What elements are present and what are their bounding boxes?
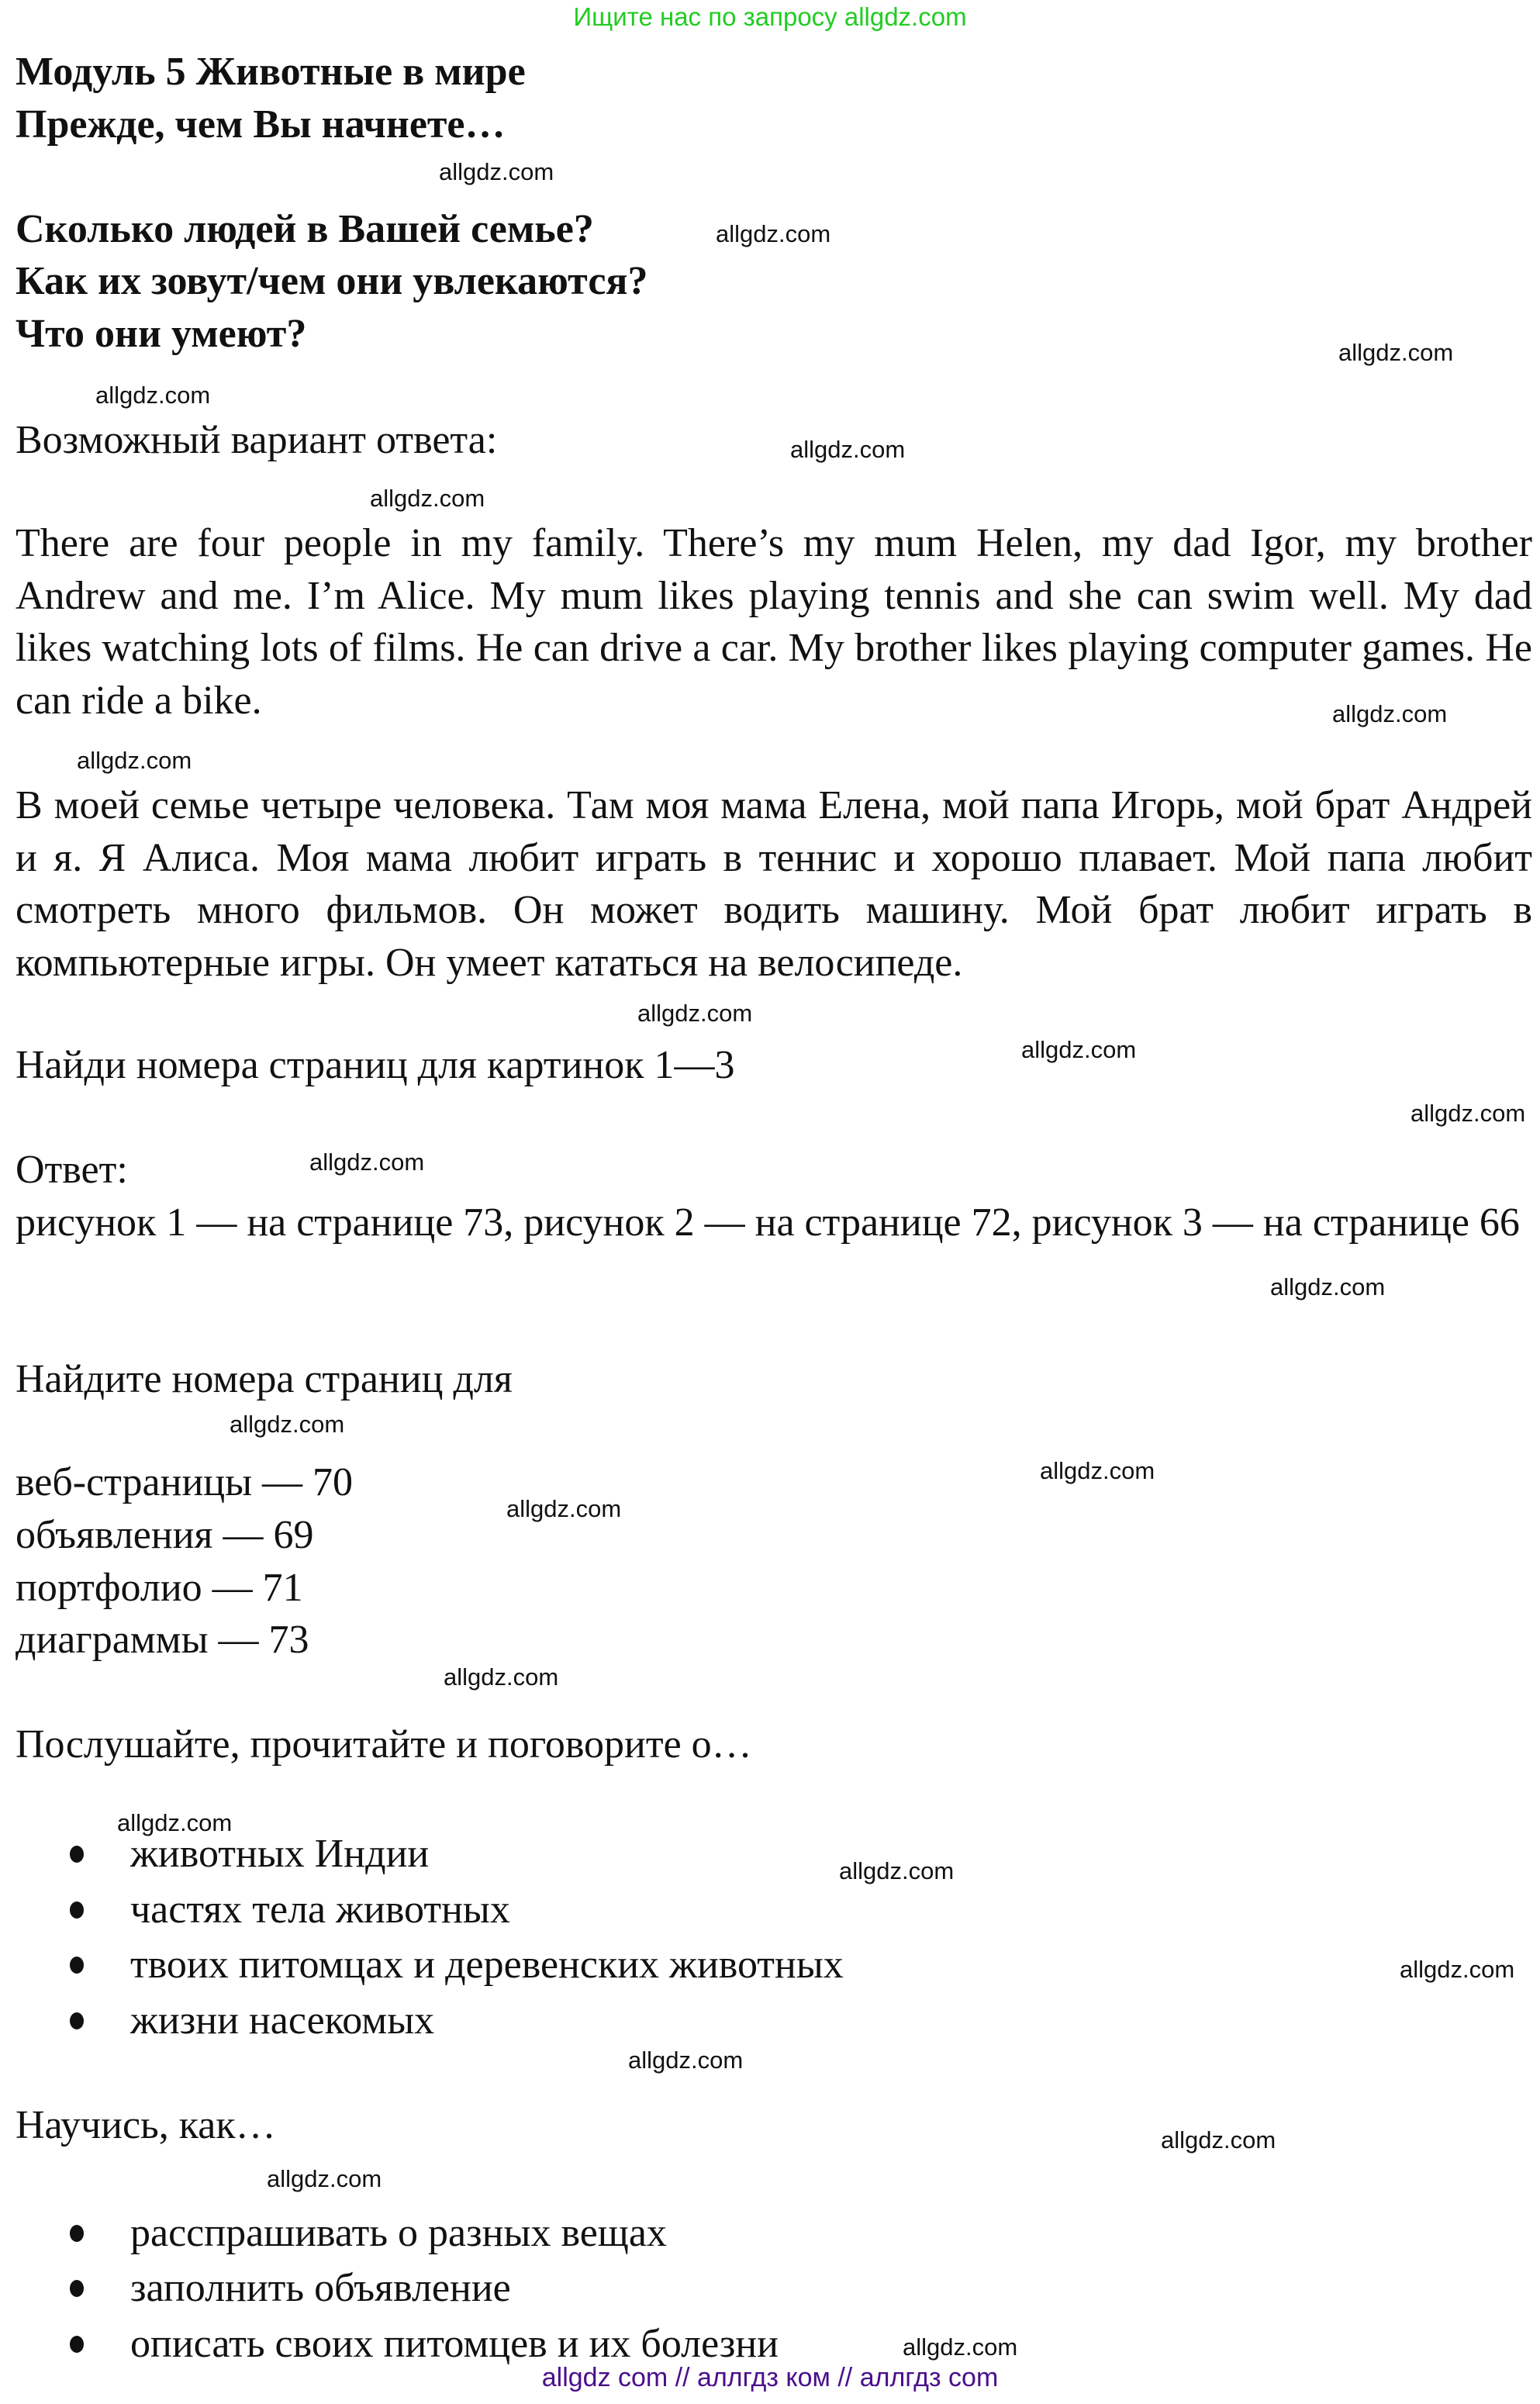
answer-label: Возможный вариант ответа: <box>16 418 498 462</box>
watermark: allgdz.com <box>1021 1036 1137 1063</box>
bullet-icon <box>70 2225 84 2242</box>
bullet-icon <box>70 2280 84 2297</box>
bullet-icon <box>70 2336 84 2353</box>
watermark: allgdz.com <box>370 485 485 512</box>
watermark: allgdz.com <box>230 1411 345 1438</box>
watermark: allgdz.com <box>839 1857 955 1884</box>
bullet-icon <box>70 1901 84 1919</box>
list-item-text: расспрашивать о разных вещах <box>130 2211 667 2255</box>
task3-prompt: Найдите номера страниц для <box>16 1357 513 1401</box>
section-title: Прежде, чем Вы начнете… <box>16 102 506 147</box>
list-item <box>70 2207 667 2260</box>
watermark: allgdz.com <box>628 2047 744 2074</box>
watermark: allgdz.com <box>1270 1273 1386 1300</box>
list-item <box>70 1884 510 1936</box>
bullet-icon <box>70 1957 84 1974</box>
task2-prompt: Найди номера страниц для картинок 1—3 <box>16 1043 735 1087</box>
search-banner: Ищите нас по запросу allgdz.com <box>573 2 967 31</box>
russian-paragraph: В моей семье четыре человека. Там моя мама Елена, мой папа Игорь, мой брат Андрей и я. Я Алиса. Моя мама любит играть в теннис и хорошо плавает. Мой папа любит смотреть много фильмов. Он может водить машину. Мой брат любит играть в компьютерные игры. Он умеет кататься на велосипеде. <box>16 783 1532 985</box>
watermark: allgdz.com <box>267 2165 382 2192</box>
footer-links[interactable]: allgdz com // аллгдз ком // аллгдз com <box>541 2363 999 2392</box>
watermark: allgdz.com <box>444 1663 559 1691</box>
list-item-text: жизни насекомых <box>130 1998 435 2043</box>
task2-answer: рисунок 1 — на странице 73, рисунок 2 — на странице 72, рисунок 3 — на странице 66 <box>16 1200 1520 1245</box>
task3-item: портфолио — 71 <box>16 1566 303 1610</box>
watermark: allgdz.com <box>506 1495 622 1522</box>
bullet-icon <box>70 2012 84 2029</box>
watermark: allgdz.com <box>637 1000 753 1027</box>
watermark: allgdz.com <box>77 747 192 774</box>
list-item <box>70 1939 844 1991</box>
task3-item: объявления — 69 <box>16 1513 314 1557</box>
list-item-text: заполнить объявление <box>130 2266 511 2310</box>
watermark: allgdz.com <box>117 1809 233 1836</box>
task2-answer-label: Ответ: <box>16 1148 128 1192</box>
task3-item: веб-страницы — 70 <box>16 1460 354 1504</box>
watermark: allgdz.com <box>1411 1100 1526 1127</box>
list-item-text: твоих питомцах и деревенских животных <box>130 1943 844 1987</box>
listen-prompt: Послушайте, прочитайте и поговорите о… <box>16 1722 752 1767</box>
watermark: allgdz.com <box>716 220 831 247</box>
module-title: Модуль 5 Животные в мире <box>16 50 526 94</box>
watermark: allgdz.com <box>790 436 906 463</box>
question: Что они умеют? <box>16 312 307 356</box>
list-item-text: животных Индии <box>130 1832 430 1876</box>
watermark: allgdz.com <box>1400 1956 1515 1983</box>
list-item-text: частях тела животных <box>130 1888 510 1932</box>
watermark: allgdz.com <box>1040 1457 1155 1484</box>
watermark: allgdz.com <box>95 382 211 409</box>
watermark: allgdz.com <box>309 1148 425 1176</box>
learn-prompt: Научись, как… <box>16 2103 276 2147</box>
question: Как их зовут/чем они увлекаются? <box>16 259 648 303</box>
english-paragraph: There are four people in my family. There’s my mum Helen, my dad Igor, my brother Andrew and me. I’m Alice. My mum likes playing tennis and she can swim well. My dad likes watching lots of films. He can drive a car. My brother likes playing computer games. He can ride a bike. <box>16 521 1532 723</box>
watermark: allgdz.com <box>1161 2126 1276 2154</box>
watermark: allgdz.com <box>1338 339 1454 366</box>
watermark: allgdz.com <box>1332 700 1448 727</box>
task3-item: диаграммы — 73 <box>16 1618 309 1662</box>
watermark: allgdz.com <box>439 158 554 185</box>
bullet-icon <box>70 1846 84 1863</box>
list-item <box>70 2262 511 2315</box>
list-item <box>70 1995 434 2047</box>
list-item-text: описать своих питомцев и их болезни <box>130 2322 779 2366</box>
question: Сколько людей в Вашей семье? <box>16 207 594 251</box>
watermark: allgdz.com <box>903 2333 1018 2361</box>
